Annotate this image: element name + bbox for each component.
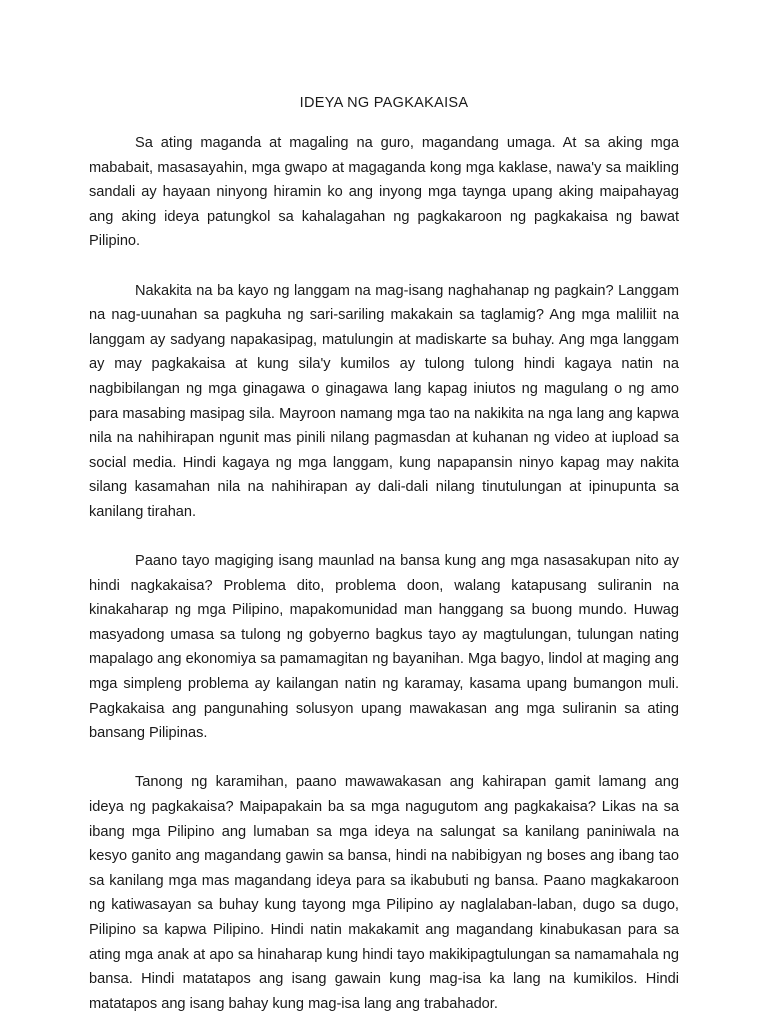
- paragraph-langgam: Nakakita na ba kayo ng langgam na mag-isang naghahanap ng pagkain? Langgam na nag-uunahan sa pagkuha ng sari-sariling makakain sa taglamig? Ang mga maliliit na langgam ay sadyang napakasipag, matulungin at madiskarte sa buhay. Ang mga langgam ay may pagkakaisa at kung sila'y kumilos ay tulong tulong hindi kagaya natin na nagbibilangan ng mga ginagawa o ginagawa lang kapag iniutos ng magulang o ng amo para masabing masipag sila. Mayroon namang mga tao na nakikita na nga lang ang kapwa nila na nahihirapan ngunit mas pinili nilang pagmasdan at kuhanan ng video at iupload sa social media. Hindi kagaya ng mga langgam, kung napapansin ninyo kapag may nakita silang kasamahan nila na nahihirapan ay dali-dali nilang tinutulungan at ipinupunta sa kanilang tirahan.: [89, 282, 679, 520]
- document-body: [89, 131, 679, 1016]
- document-title: IDEYA NG PAGKAKAISA: [299, 95, 469, 111]
- paragraph-maunlad-na-bansa: Paano tayo magiging isang maunlad na bansa kung ang mga nasasakupan nito ay hindi nagkakaisa? Problema dito, problema doon, walang katapusang suliranin na kinakaharap ng mga Pilipino, mapakomunidad man hanggang sa buong mundo. Huwag masyadong umasa sa tulong ng gobyerno bagkus tayo ay magtulungan, tulungan nating mapalago ang ekonomiya sa pamamagitan ng bayanihan. Mga bagyo, lindol at maging ang mga simpleng problema ay kailangan natin ng karamay, kasama upang bumangon muli. Pagkakaisa ang pangunahing solusyon upang mawakasan ang mga suliranin sa ating bansang Pilipinas.: [89, 553, 679, 742]
- paragraph-intro: Sa ating maganda at magaling na guro, magandang umaga. At sa aking mga mababait, masasayahin, mga gwapo at magaganda kong mga kaklase, nawa'y sa maikling sandali ay hayaan ninyong hiramin ko ang inyong mga taynga upang aking maipahayag ang aking ideya patungkol sa kahalagahan ng pagkakaroon ng pagkakaisa ng bawat Pilipino.: [89, 135, 679, 250]
- paragraph-kahirapan: Tanong ng karamihan, paano mawawakasan ang kahirapan gamit lamang ang ideya ng pagkakaisa? Maipapakain ba sa mga nagugutom ang pagkakaisa? Likas na sa ibang mga Pilipino ang lumaban sa mga ideya na salungat sa kanilang paniniwala na kesyo ganito ang magandang gawin sa bansa, hindi na nabibigyan ng boses ang ibang tao sa kanilang mga mas magandang ideya para sa ikabubuti ng bansa. Paano magkakaroon ng katiwasayan sa buhay kung tayong mga Pilipino ay naglalaban-laban, dugo sa dugo, Pilipino sa kapwa Pilipino. Hindi natin makakamit ang magandang kinabukasan para sa ating mga anak at apo sa hinaharap kung hindi tayo makikipagtulungan sa namamahala ng bansa. Hindi matatapos ang isang gawain kung mag-isa ka lang na kumikilos. Hindi matatapos ang isang bahay kung mag-isa lang ang trabahador.: [89, 774, 679, 1012]
